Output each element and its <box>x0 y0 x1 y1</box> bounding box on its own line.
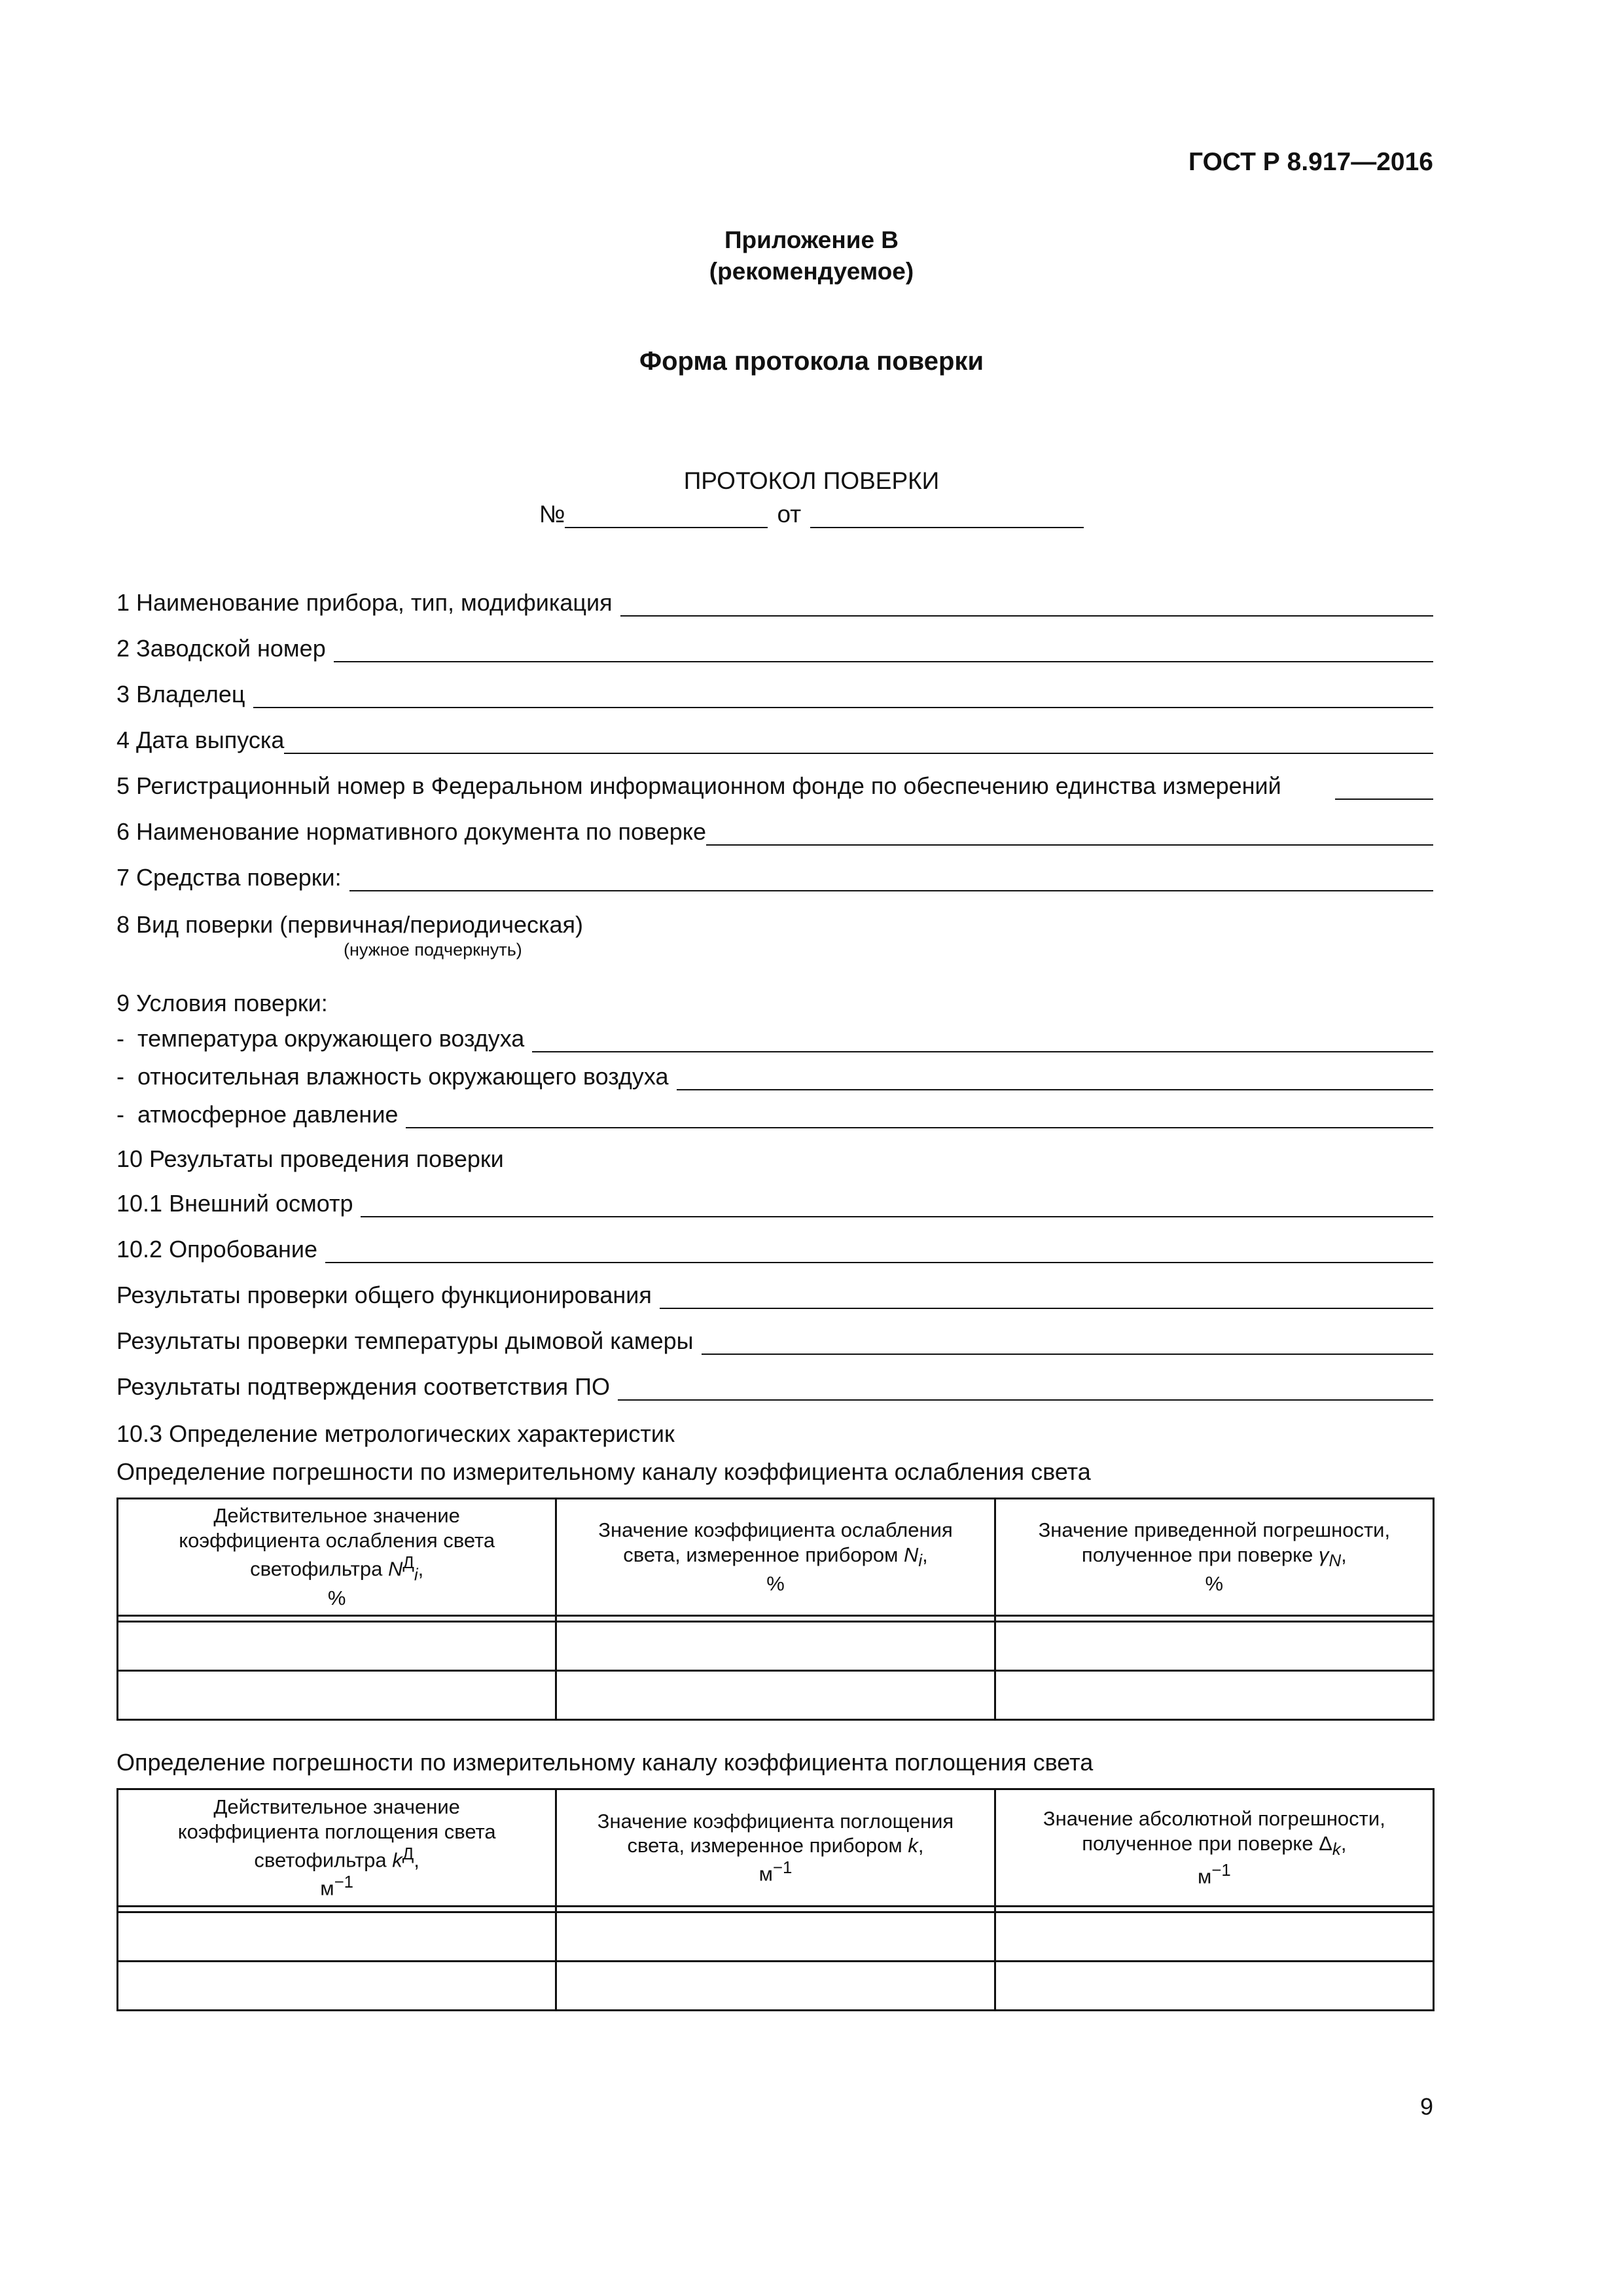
table-row <box>118 1671 1434 1720</box>
table1-header-reduced-error: Значение приведенной погрешности, полученное при поверке $\gamma_N$, % <box>995 1499 1433 1616</box>
field-normative-document <box>116 812 1433 846</box>
protocol-number-blank[interactable] <box>565 503 768 528</box>
field-ambient-temperature <box>116 1018 1433 1052</box>
field-testing <box>116 1229 1433 1263</box>
protocol-date-blank[interactable] <box>810 503 1084 528</box>
field-label: атмосферное давление <box>137 1101 399 1128</box>
table-cell[interactable] <box>556 1962 995 2011</box>
field-software-conformity <box>116 1367 1433 1401</box>
fill-line[interactable] <box>618 1373 1433 1401</box>
field-visual-inspection <box>116 1183 1433 1217</box>
fill-line[interactable] <box>284 726 1433 754</box>
field-label: относительная влажность окружающего воздуха <box>137 1063 669 1090</box>
table-cell[interactable] <box>995 1962 1433 2011</box>
absorption-table <box>116 1788 1435 2011</box>
field-atmospheric-pressure <box>116 1094 1433 1128</box>
table2-header-actual-value: Действительное значение коэффициента поглощения света светофильтра $k^Д$, $м^{-1}$ <box>118 1789 556 1907</box>
field-verification-means <box>116 857 1433 891</box>
list-dash: - <box>116 1101 124 1128</box>
table-cell[interactable] <box>556 1622 995 1671</box>
protocol-title: ПРОТОКОЛ ПОВЕРКИ <box>683 467 940 494</box>
annex-title: Приложение В <box>724 226 899 253</box>
field-label: Результаты проверки общего функционирования <box>116 1282 652 1308</box>
table1-caption: Определение погрешности по измерительному каналу коэффициента ослабления света <box>116 1458 1091 1485</box>
field-smoke-chamber-temperature <box>116 1321 1433 1355</box>
fill-line[interactable] <box>334 635 1433 662</box>
field-verification-type: 8 Вид поверки (первичная/периодическая) <box>116 911 584 938</box>
field-device-name <box>116 583 1433 617</box>
table-cell[interactable] <box>118 1671 556 1720</box>
table2-caption: Определение погрешности по измерительному каналу коэффициента поглощения света <box>116 1749 1094 1776</box>
table-cell[interactable] <box>556 1671 995 1720</box>
table-row <box>118 1962 1434 2011</box>
fill-line[interactable] <box>349 864 1433 891</box>
field-serial-number <box>116 628 1433 662</box>
fill-line[interactable] <box>532 1025 1433 1052</box>
number-sign: № <box>539 501 565 528</box>
table-row <box>118 1622 1434 1671</box>
standard-designation: ГОСТ Р 8.917—2016 <box>1188 148 1433 176</box>
attenuation-table <box>116 1498 1435 1721</box>
fill-line[interactable] <box>677 1063 1433 1090</box>
field-relative-humidity <box>116 1056 1433 1090</box>
field-label: 2 Заводской номер <box>116 635 326 662</box>
table2-header-absolute-error: Значение абсолютной погрешности, полученное при поверке $\Delta_k$, $м^{-1}$ <box>995 1789 1433 1907</box>
field-label: Результаты проверки температуры дымовой камеры <box>116 1327 694 1354</box>
field-label: 10.1 Внешний осмотр <box>116 1190 353 1217</box>
list-dash: - <box>116 1025 124 1052</box>
table-cell[interactable] <box>118 1912 556 1962</box>
fill-line[interactable] <box>702 1327 1433 1355</box>
field-conditions: 9 Условия поверки: <box>116 990 328 1016</box>
table-cell[interactable] <box>995 1912 1433 1962</box>
field-label: 10.2 Опробование <box>116 1236 318 1263</box>
table1-header-actual-value: Действительное значение коэффициента ослабления света светофильтра $N^Д_i$, % <box>118 1499 556 1616</box>
field-issue-date <box>116 720 1433 754</box>
field-label: 5 Регистрационный номер в Федеральном информационном фонде по обеспечению единства измерений <box>116 772 1281 799</box>
underline-note: (нужное подчеркнуть) <box>344 940 522 960</box>
table1-header-measured-value: Значение коэффициента ослабления света, измеренное прибором $N_i$, % <box>556 1499 995 1616</box>
page-number: 9 <box>1419 2093 1433 2120</box>
date-prefix: от <box>777 501 802 528</box>
fill-line[interactable] <box>660 1282 1433 1309</box>
list-dash: - <box>116 1063 124 1090</box>
field-owner <box>116 674 1433 708</box>
field-label: Результаты подтверждения соответствия ПО <box>116 1373 611 1400</box>
field-label: 6 Наименование нормативного документа по поверке <box>116 818 706 845</box>
fill-line[interactable] <box>253 681 1433 708</box>
protocol-number-line <box>0 501 1623 528</box>
fill-line[interactable] <box>1335 772 1433 800</box>
table2-header-measured-value: Значение коэффициента поглощения света, измеренное прибором k, $м^{-1}$ <box>556 1789 995 1907</box>
fill-line[interactable] <box>620 589 1433 617</box>
table-cell[interactable] <box>995 1622 1433 1671</box>
table-cell[interactable] <box>118 1622 556 1671</box>
field-label: температура окружающего воздуха <box>137 1025 525 1052</box>
field-label: 7 Средства поверки: <box>116 864 342 891</box>
field-label: 4 Дата выпуска <box>116 726 285 753</box>
field-registration-number <box>116 766 1433 800</box>
table-row <box>118 1912 1434 1962</box>
fill-line[interactable] <box>406 1101 1433 1128</box>
table-cell[interactable] <box>118 1962 556 2011</box>
field-label: 1 Наименование прибора, тип, модификация <box>116 589 613 616</box>
table-cell[interactable] <box>556 1912 995 1962</box>
fill-line[interactable] <box>325 1236 1433 1263</box>
table-cell[interactable] <box>995 1671 1433 1720</box>
field-general-function <box>116 1275 1433 1309</box>
section-metrological: 10.3 Определение метрологических характеристик <box>116 1420 675 1447</box>
annex-status: (рекомендуемое) <box>709 258 914 285</box>
fill-line[interactable] <box>361 1190 1433 1217</box>
section-results: 10 Результаты проведения поверки <box>116 1145 504 1172</box>
fill-line[interactable] <box>706 818 1433 846</box>
field-label: 3 Владелец <box>116 681 245 708</box>
form-title: Форма протокола поверки <box>639 347 984 376</box>
